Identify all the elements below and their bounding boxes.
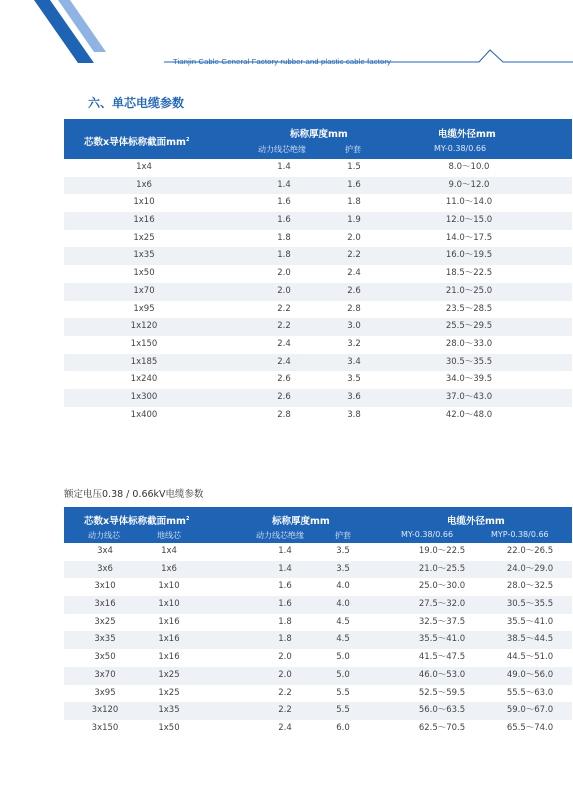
table-cell: 1x400 (130, 409, 158, 420)
table-cell: 3.5 (347, 374, 361, 385)
table-cell: 1.4 (278, 563, 292, 574)
table-cell: 1.8 (277, 232, 291, 243)
sub-insulation-header: 动力线芯绝缘 (258, 145, 306, 154)
table-cell: 46.0～53.0 (418, 669, 466, 680)
col-conductor-header: 芯数x导体标称截面$mm^2$ (84, 136, 190, 148)
table-cell: 44.5～51.0 (506, 652, 554, 663)
table-row (64, 596, 572, 614)
table-row (64, 685, 572, 703)
table-cell: 30.5～35.5 (506, 599, 554, 610)
sub-ground-header: 地线芯 (157, 531, 181, 540)
table-cell: 1.5 (347, 162, 361, 172)
table-cell: 1x16 (133, 215, 155, 226)
sub-model-header: MY-0.38/0.66 (434, 144, 487, 153)
table-cell: 3x120 (91, 705, 119, 716)
table-cell: 1x50 (133, 268, 155, 279)
single-core-table (64, 119, 572, 424)
table-cell: 1.6 (347, 179, 361, 190)
table-cell: 3x70 (94, 669, 116, 680)
table-cell: 4.5 (336, 616, 350, 627)
col-thickness-header: 标称厚度mm (272, 516, 330, 527)
table-cell: 41.5～47.5 (418, 652, 466, 663)
table-cell: 11.0～14.0 (445, 197, 493, 208)
table-row (64, 649, 572, 667)
table-cell: 34.0～39.5 (445, 374, 493, 385)
table-cell: 65.5～74.0 (506, 722, 554, 733)
header-decoration (0, 0, 573, 80)
table-cell: 4.5 (336, 634, 350, 645)
table-cell: 21.0～25.0 (445, 285, 493, 296)
table-cell: 1.9 (347, 215, 361, 226)
table-cell: 1x4 (161, 546, 177, 556)
table-cell: 1.4 (277, 179, 291, 190)
table-row (64, 389, 572, 407)
col-diameter-header: 电缆外径mm (447, 516, 505, 527)
table-cell: 2.2 (347, 250, 361, 261)
table-row (64, 301, 572, 319)
table-cell: 32.5～37.5 (418, 616, 466, 627)
sub-sheath-header: 护套 (345, 145, 361, 154)
factory-name: Tianjin Cable General Factory rubber and plastic cable factory (173, 57, 392, 66)
table-cell: 1x240 (130, 374, 158, 385)
table-cell: 3x150 (91, 722, 119, 733)
table-cell: 1x10 (133, 197, 155, 208)
table-cell: 1.6 (278, 581, 292, 592)
sub-power-header: 动力线芯 (88, 531, 120, 540)
table-row (64, 614, 572, 632)
table-cell: 1x16 (158, 634, 180, 645)
table-row (64, 561, 572, 579)
table-cell: 1x16 (158, 652, 180, 663)
table-cell: 25.5～29.5 (445, 321, 493, 332)
table-cell: 3.6 (347, 391, 361, 402)
table-cell: 22.0～26.5 (506, 546, 554, 556)
table-cell: 2.8 (277, 409, 291, 420)
table-row (64, 543, 572, 561)
table-cell: 1x10 (158, 599, 180, 610)
table-cell: 6.0 (336, 722, 350, 733)
table-cell: 3x16 (94, 599, 116, 610)
table-cell: 1.8 (278, 616, 292, 627)
sub-model2-header: MYP-0.38/0.66 (491, 530, 549, 539)
table-row (64, 318, 572, 336)
table-cell: 24.0～29.0 (506, 563, 554, 574)
table-row (64, 702, 572, 720)
table-cell: 1.4 (278, 546, 292, 556)
table-row (64, 631, 572, 649)
table-cell: 1.8 (278, 634, 292, 645)
table-cell: 1x25 (158, 669, 180, 680)
table-cell: 1x150 (130, 338, 158, 349)
table-cell: 3x95 (94, 687, 116, 698)
table-cell: 28.0～33.0 (445, 338, 493, 349)
table-cell: 1x6 (161, 563, 177, 574)
table-cell: 21.0～25.5 (418, 563, 466, 574)
table-cell: 2.2 (278, 687, 292, 698)
table-cell: 14.0～17.5 (445, 232, 493, 243)
table-cell: 2.2 (277, 303, 291, 314)
table-cell: 5.0 (336, 669, 350, 680)
table-cell: 49.0～56.0 (506, 669, 554, 680)
table-cell: 16.0～19.5 (445, 250, 493, 261)
table-cell: 27.5～32.0 (418, 599, 466, 610)
table-row (64, 667, 572, 685)
multi-core-table (64, 507, 572, 738)
table-cell: 12.0～15.0 (445, 215, 493, 226)
table-cell: 3x4 (97, 546, 113, 556)
table-cell: 3x35 (94, 634, 116, 645)
table-cell: 1x6 (136, 179, 152, 190)
table-row (64, 230, 572, 248)
table-cell: 3x25 (94, 616, 116, 627)
table-cell: 35.5～41.0 (418, 634, 466, 645)
col-thickness-header: 标称厚度mm (290, 129, 348, 140)
table-cell: 2.0 (277, 268, 291, 279)
table-cell: 42.0～48.0 (445, 409, 493, 420)
table-cell: 3.4 (347, 356, 361, 367)
table-row (64, 354, 572, 372)
table-cell: 3x50 (94, 652, 116, 663)
table-cell: 2.4 (277, 356, 291, 367)
table-cell: 28.0～32.5 (506, 581, 554, 592)
table-cell: 1.8 (277, 250, 291, 261)
header-rule-peak (406, 50, 573, 62)
table-cell: 1x25 (133, 232, 155, 243)
table-header (64, 507, 572, 543)
table-row (64, 265, 572, 283)
table-cell: 2.2 (278, 705, 292, 716)
table-cell: 1x95 (133, 303, 155, 314)
table-cell: 1x120 (130, 321, 158, 332)
table-cell: 35.5～41.0 (506, 616, 554, 627)
table-cell: 38.5～44.5 (506, 634, 554, 645)
table-cell: 1x70 (133, 285, 155, 296)
table-row (64, 194, 572, 212)
table-row (64, 578, 572, 596)
sub-model1-header: MY-0.38/0.66 (401, 530, 454, 539)
table-row (64, 283, 572, 301)
table-cell: 19.0～22.5 (418, 546, 466, 556)
table-cell: 1x16 (158, 616, 180, 627)
col-diameter-header: 电缆外径mm (438, 129, 496, 140)
table-cell: 5.0 (336, 652, 350, 663)
table-cell: 1x35 (133, 250, 155, 261)
table-cell: 3x10 (94, 581, 116, 592)
table-row (64, 371, 572, 389)
table-cell: 1x4 (136, 162, 152, 172)
table-cell: 3.5 (336, 546, 350, 556)
table-row (64, 336, 572, 354)
table-body (64, 543, 572, 738)
section-title: 六、单芯电缆参数 (88, 96, 185, 110)
table-cell: 9.0～12.0 (448, 179, 490, 190)
table-cell: 1.6 (277, 215, 291, 226)
table-row (64, 247, 572, 265)
table-row (64, 212, 572, 230)
table-row (64, 407, 572, 425)
table-cell: 18.5～22.5 (445, 268, 493, 279)
table-cell: 1x35 (158, 705, 180, 716)
table-cell: 2.6 (277, 391, 291, 402)
sub-insulation-header: 动力线芯绝缘 (256, 531, 304, 540)
table-cell: 2.8 (347, 303, 361, 314)
table-cell: 37.0～43.0 (445, 391, 493, 402)
table-cell: 1.8 (347, 197, 361, 208)
table-cell: 5.5 (336, 705, 350, 716)
table-cell: 30.5～35.5 (445, 356, 493, 367)
table-cell: 56.0～63.5 (418, 705, 466, 716)
table-cell: 1.6 (277, 197, 291, 208)
voltage-subtitle: 额定电压0.38 / 0.66kV电缆参数 (64, 489, 204, 500)
table-row (64, 177, 572, 195)
table-cell: 1.4 (277, 162, 291, 172)
table-cell: 59.0～67.0 (506, 705, 554, 716)
table-cell: 1x300 (130, 391, 158, 402)
table-cell: 4.0 (336, 581, 350, 592)
table-cell: 5.5 (336, 687, 350, 698)
table-cell: 1x185 (130, 356, 158, 367)
table-cell: 25.0～30.0 (418, 581, 466, 592)
table-cell: 2.0 (278, 669, 292, 680)
table-cell: 2.6 (277, 374, 291, 385)
table-cell: 23.5～28.5 (445, 303, 493, 314)
table-body (64, 159, 572, 424)
table-cell: 52.5～59.5 (418, 687, 466, 698)
table-cell: 2.0 (347, 232, 361, 243)
table-header (64, 119, 572, 159)
table-cell: 1x10 (158, 581, 180, 592)
table-cell: 2.0 (278, 652, 292, 663)
table-cell: 3x6 (97, 563, 113, 574)
table-cell: 4.0 (336, 599, 350, 610)
table-cell: 1x50 (158, 722, 180, 733)
table-row (64, 720, 572, 738)
table-cell: 62.5～70.5 (418, 722, 466, 733)
table-cell: 8.0～10.0 (448, 162, 490, 172)
table-cell: 55.5～63.0 (506, 687, 554, 698)
table-cell: 2.2 (277, 321, 291, 332)
table-cell: 2.0 (277, 285, 291, 296)
sub-sheath-header: 护套 (335, 531, 351, 540)
table-cell: 2.6 (347, 285, 361, 296)
table-cell: 1x25 (158, 687, 180, 698)
col-conductor-header: 芯数x导体标称截面$mm^2$ (84, 515, 190, 527)
table-cell: 3.5 (336, 563, 350, 574)
table-row (64, 159, 572, 177)
table-cell: 1.6 (278, 599, 292, 610)
table-cell: 2.4 (278, 722, 292, 733)
table-cell: 3.0 (347, 321, 361, 332)
table-cell: 2.4 (347, 268, 361, 279)
table-cell: 3.2 (347, 338, 361, 349)
table-cell: 2.4 (277, 338, 291, 349)
table-cell: 3.8 (347, 409, 361, 420)
